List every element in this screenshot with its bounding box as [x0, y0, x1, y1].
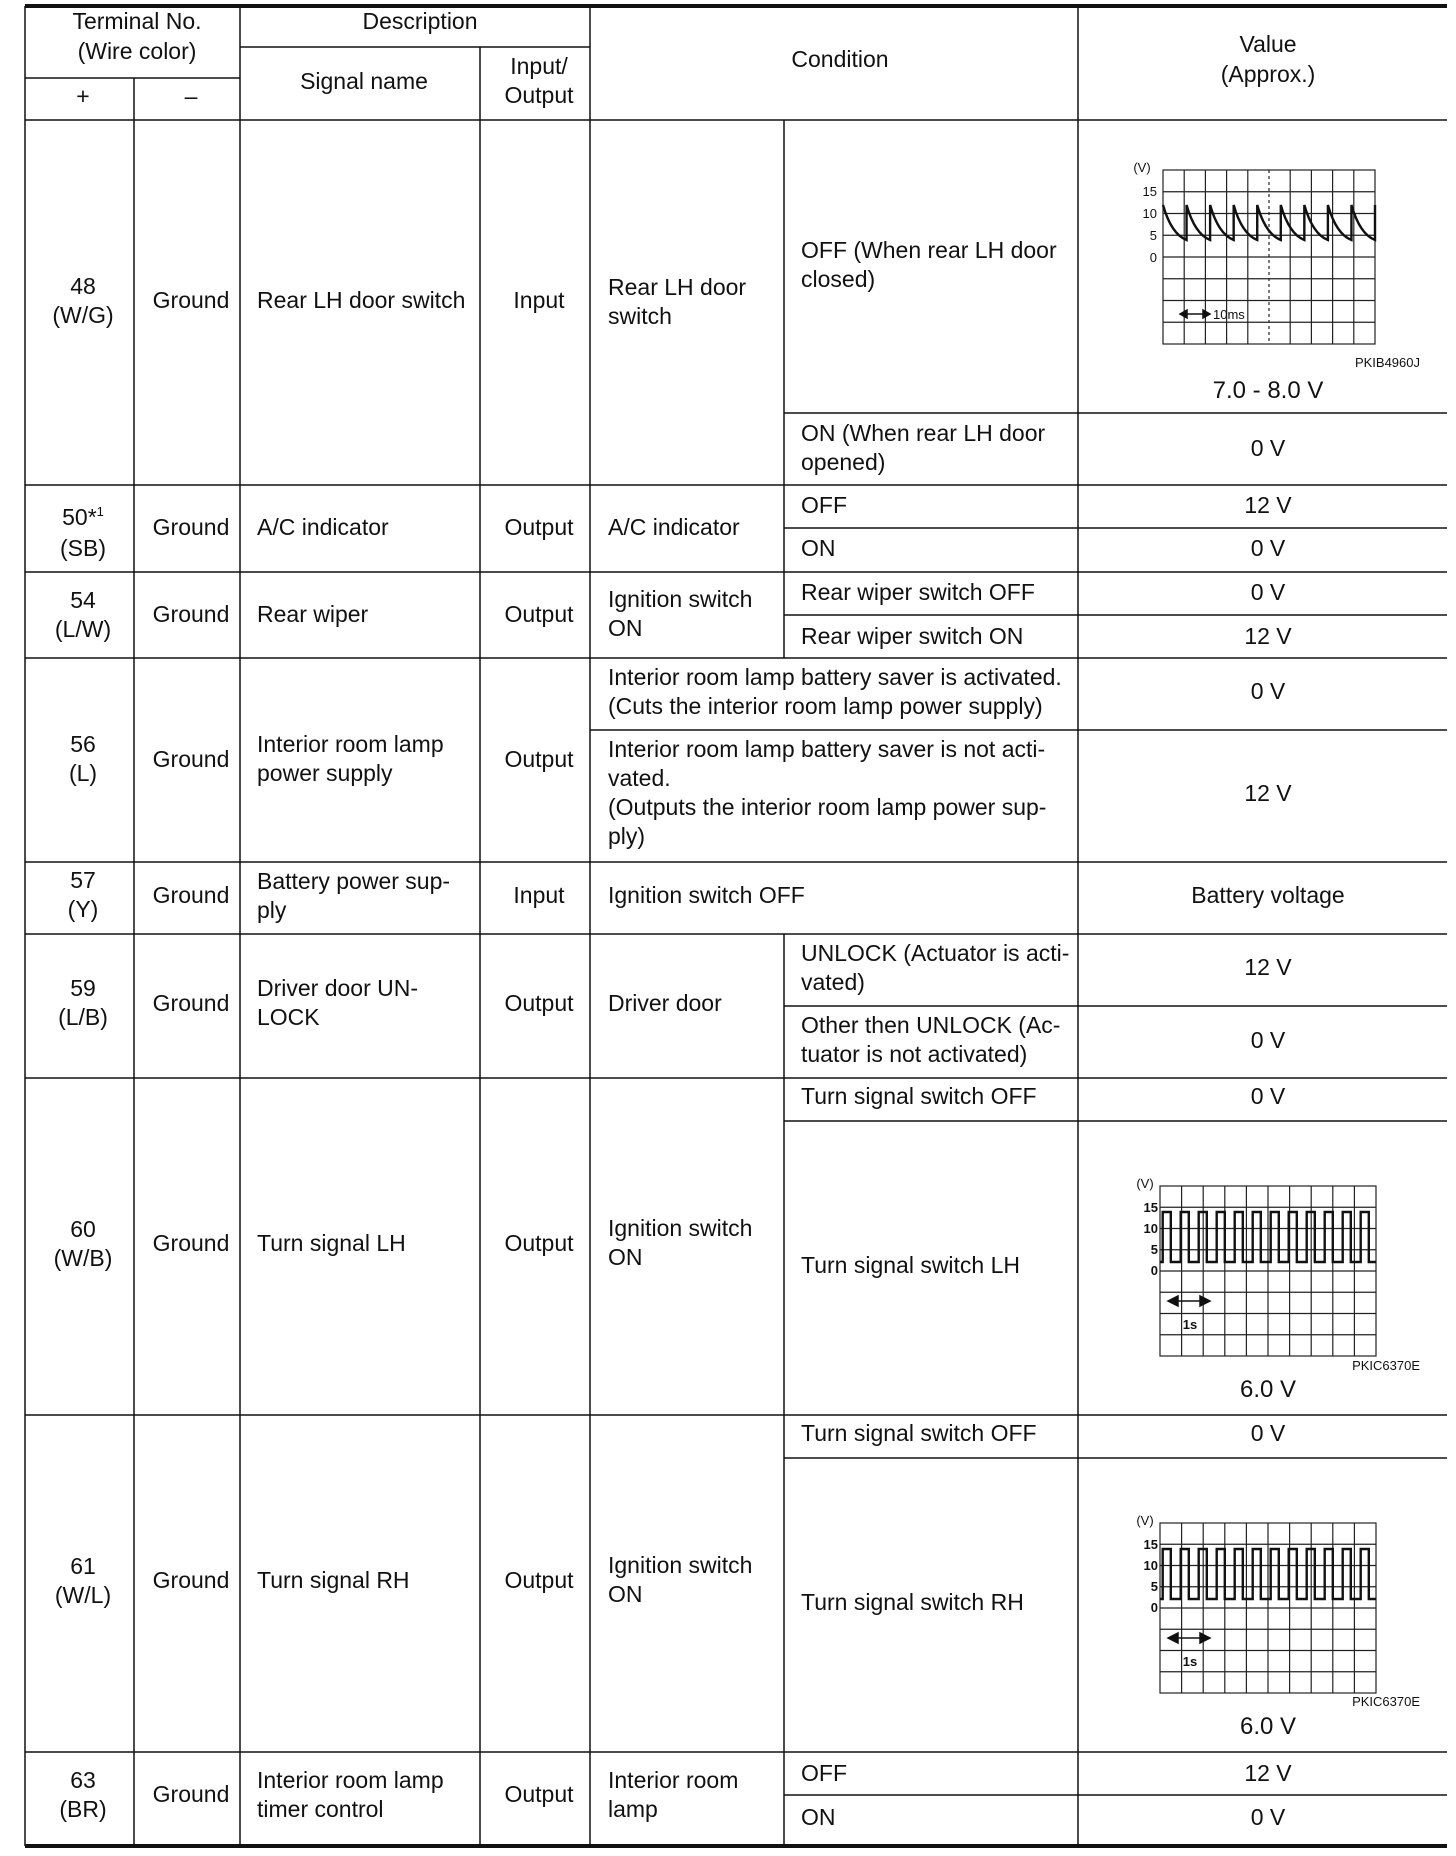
terminal-number: 50*$^1$	[62, 504, 104, 530]
waveform-time-label: 1s	[1182, 1654, 1198, 1669]
state-value: 0 V	[1250, 1420, 1286, 1446]
condition-label: Ignition switch	[608, 586, 753, 612]
header-signal-name: Signal name	[300, 68, 428, 94]
state-value: 12 V	[1244, 623, 1292, 649]
waveform-tick: 10	[1143, 1558, 1158, 1573]
condition-label: Rear LH door	[608, 274, 747, 300]
state-label: vated)	[801, 969, 865, 995]
state-label: Turn signal switch RH	[801, 1589, 1024, 1615]
state-label: Rear wiper switch OFF	[801, 579, 1035, 605]
state-value: 6.0 V	[1239, 1713, 1297, 1740]
state-value: 0 V	[1250, 579, 1286, 605]
terminal-number: 57	[70, 867, 96, 893]
ground-label: Ground	[152, 1781, 230, 1807]
io-value: Input	[513, 287, 565, 313]
state-label: Interior room lamp battery saver is activated.	[608, 664, 1062, 690]
header-value-line1: Value	[1239, 31, 1297, 57]
waveform-unit: (V)	[1133, 160, 1151, 175]
header-terminal-title: Terminal No.	[72, 8, 202, 34]
io-value: Output	[504, 601, 574, 627]
io-value: Output	[504, 1230, 574, 1256]
state-value: 12 V	[1244, 492, 1292, 518]
signal-name: Interior room lamp	[257, 1767, 444, 1793]
signal-name: Driver door UN-	[257, 975, 419, 1001]
wire-color: (W/L)	[54, 1582, 112, 1608]
state-value: 12 V	[1244, 1760, 1292, 1786]
condition-label: switch	[608, 303, 672, 329]
io-value: Output	[504, 746, 574, 772]
state-label: opened)	[801, 449, 886, 475]
state-label: ply)	[608, 823, 646, 849]
state-label: Turn signal switch OFF	[801, 1420, 1037, 1446]
terminal-number: 56	[70, 731, 96, 757]
state-label: Turn signal switch LH	[801, 1252, 1021, 1278]
waveform-tick: 10	[1142, 206, 1157, 221]
waveform-tick: 15	[1143, 1537, 1158, 1552]
waveform-tick: 5	[1150, 1242, 1158, 1257]
state-label: Turn signal switch OFF	[801, 1083, 1037, 1109]
header-value-line2: (Approx.)	[1220, 61, 1316, 87]
waveform-time-label: 1s	[1182, 1317, 1198, 1332]
terminal-number: 48	[70, 273, 96, 299]
io-value: Output	[504, 1781, 574, 1807]
waveform-tick: 15	[1143, 1200, 1158, 1215]
state-label: OFF	[801, 1760, 847, 1786]
state-value: 0 V	[1250, 678, 1286, 704]
ground-label: Ground	[152, 882, 230, 908]
terminal-number: 63	[70, 1767, 96, 1793]
state-value: 6.0 V	[1239, 1376, 1297, 1403]
waveform-tick: 0	[1150, 1600, 1158, 1615]
waveform-tick: 5	[1149, 228, 1157, 243]
ground-label: Ground	[152, 1567, 230, 1593]
figure-code: PKIB4960J	[1354, 355, 1420, 370]
waveform-tick: 0	[1150, 1263, 1158, 1278]
state-value: 0 V	[1250, 1083, 1286, 1109]
wire-color: (Y)	[67, 896, 99, 922]
header-description: Description	[362, 8, 478, 34]
wire-color: (L/W)	[54, 616, 112, 642]
terminal-number: 61	[70, 1553, 96, 1579]
figure-code: PKIC6370E	[1352, 1358, 1420, 1373]
waveform-unit: (V)	[1136, 1513, 1154, 1528]
wire-color: (L/B)	[58, 1004, 108, 1030]
condition-label: A/C indicator	[608, 514, 740, 540]
io-value: Output	[504, 1567, 574, 1593]
signal-name: LOCK	[257, 1004, 320, 1030]
state-label: Interior room lamp battery saver is not acti-	[608, 736, 1046, 762]
header-io-line2: Output	[504, 82, 574, 108]
state-value: 0 V	[1250, 1027, 1286, 1053]
waveform-tick: 5	[1150, 1579, 1158, 1594]
condition-label: Driver door	[608, 990, 722, 1016]
signal-name: Rear wiper	[257, 601, 369, 627]
ground-label: Ground	[152, 514, 230, 540]
header-terminal-subtitle: (Wire color)	[77, 38, 197, 64]
figure-code: PKIC6370E	[1352, 1694, 1420, 1709]
condition-label: ON	[608, 1581, 643, 1607]
header-plus: +	[76, 83, 90, 109]
wire-color: (BR)	[59, 1796, 107, 1822]
signal-name: A/C indicator	[257, 514, 389, 540]
wire-color: (W/B)	[53, 1245, 113, 1271]
state-label: Rear wiper switch ON	[801, 623, 1024, 649]
state-label: ON	[801, 535, 836, 561]
signal-name: Rear LH door switch	[257, 287, 466, 313]
state-value: Battery voltage	[1191, 882, 1345, 908]
wire-color: (L)	[68, 760, 98, 786]
header-io-line1: Input/	[510, 53, 568, 79]
signal-name: Turn signal RH	[257, 1567, 410, 1593]
state-label: vated.	[608, 765, 671, 791]
waveform-tick: 10	[1143, 1221, 1158, 1236]
ground-label: Ground	[152, 601, 230, 627]
state-label: UNLOCK (Actuator is acti-	[801, 940, 1070, 966]
condition-label: Ignition switch	[608, 1215, 753, 1241]
state-value: 0 V	[1250, 435, 1286, 461]
waveform-tick: 15	[1142, 184, 1157, 199]
io-value: Input	[513, 882, 565, 908]
signal-name: ply	[257, 897, 287, 923]
state-label: ON (When rear LH door	[801, 420, 1046, 446]
state-label: OFF (When rear LH door	[801, 237, 1057, 263]
io-value: Output	[504, 990, 574, 1016]
state-label: closed)	[801, 266, 876, 292]
state-value: 12 V	[1244, 780, 1292, 806]
signal-name: Battery power sup-	[257, 868, 451, 894]
header-condition: Condition	[791, 46, 889, 72]
ground-label: Ground	[152, 287, 230, 313]
terminal-number: 59	[70, 975, 96, 1001]
signal-name: timer control	[257, 1796, 384, 1822]
ground-label: Ground	[152, 1230, 230, 1256]
state-value: 0 V	[1250, 1804, 1286, 1830]
condition-label: lamp	[608, 1796, 658, 1822]
state-value: 7.0 - 8.0 V	[1212, 377, 1324, 404]
state-label: (Outputs the interior room lamp power sup-	[608, 794, 1047, 820]
state-label: (Cuts the interior room lamp power supply)	[608, 693, 1043, 719]
state-value: 0 V	[1250, 535, 1286, 561]
terminal-number: 60	[70, 1216, 96, 1242]
waveform-time-label: 10ms	[1213, 307, 1245, 322]
state-label: tuator is not activated)	[801, 1041, 1028, 1067]
ground-label: Ground	[152, 746, 230, 772]
terminal-number: 54	[70, 587, 96, 613]
waveform-unit: (V)	[1136, 1176, 1154, 1191]
condition-label: Interior room	[608, 1767, 739, 1793]
waveform-tick: 0	[1149, 250, 1157, 265]
io-value: Output	[504, 514, 574, 540]
condition-label: ON	[608, 615, 643, 641]
signal-name: Interior room lamp	[257, 731, 444, 757]
ground-label: Ground	[152, 990, 230, 1016]
wire-color: (SB)	[60, 535, 106, 561]
state-label: ON	[801, 1804, 836, 1830]
state-label: Other then UNLOCK (Ac-	[801, 1012, 1061, 1038]
state-value: 12 V	[1244, 954, 1292, 980]
signal-name: power supply	[257, 760, 393, 786]
wire-color: (W/G)	[52, 302, 114, 328]
header-minus: –	[184, 83, 198, 109]
condition-label: ON	[608, 1244, 643, 1270]
condition-label: Ignition switch	[608, 1552, 753, 1578]
state-label: Ignition switch OFF	[608, 882, 805, 908]
state-label: OFF	[801, 492, 847, 518]
signal-name: Turn signal LH	[257, 1230, 406, 1256]
